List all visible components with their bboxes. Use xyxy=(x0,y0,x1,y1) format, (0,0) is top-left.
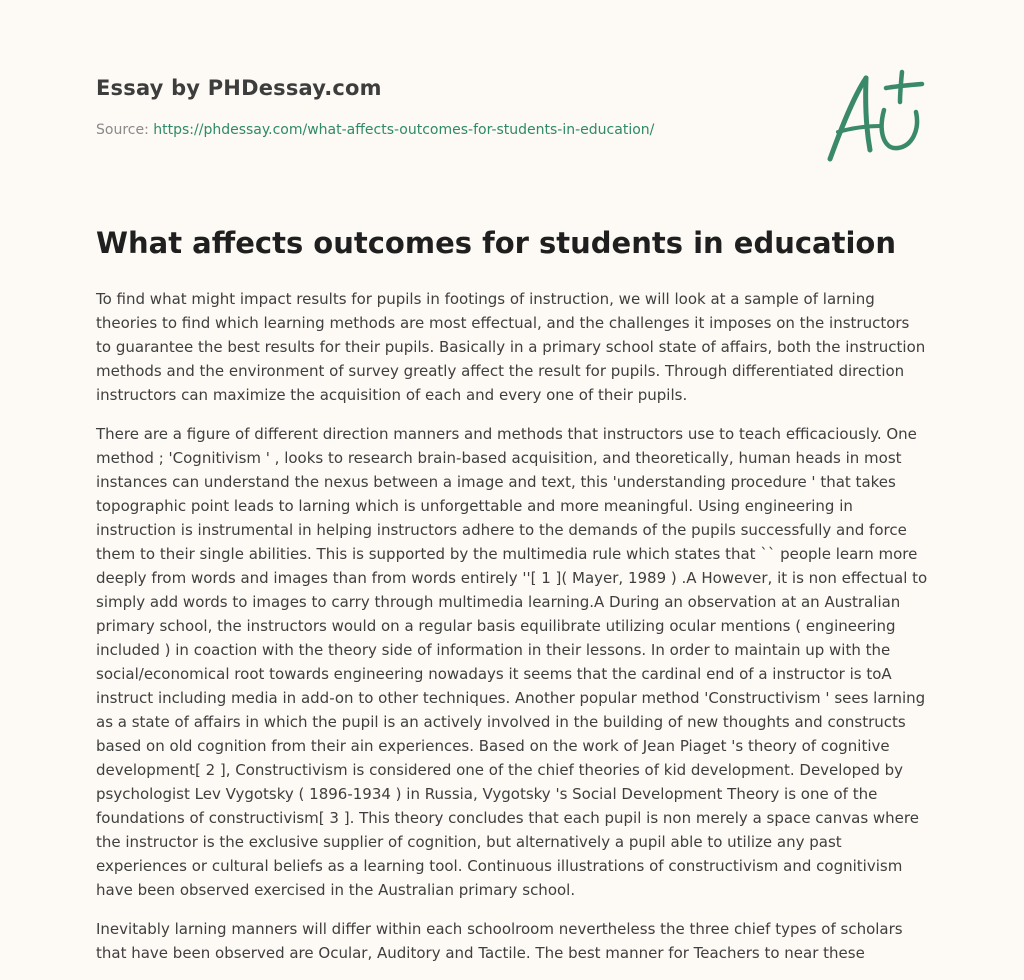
source-line xyxy=(96,122,796,138)
source-link[interactable]: https://phdessay.com/what-affects-outcomes-for-students-in-education/ xyxy=(153,122,655,138)
essay-title: What affects outcomes for students in education xyxy=(96,226,896,260)
essay-body xyxy=(96,287,928,980)
site-brand: Essay by PHDessay.com xyxy=(96,76,382,100)
essay-header xyxy=(96,76,796,138)
paragraph: Inevitably larning manners will differ within each schoolroom nevertheless the three chief types of scholars that have been observed are Ocular, Auditory and Tactile. The best manner for Teachers to near these xyxy=(96,920,903,962)
paragraph: To find what might impact results for pupils in footings of instruction, we will look at a sample of larning theories to find which learning methods are most effectual, and the challenges it imposes on the instructors to guarantee the best results for their pupils. Basically in a primary school state of affairs, both the instruction methods and the environment of survey greatly affect the result for pupils. Through differentiated direction instructors can maximize the acquisition of each and every one of their pupils. xyxy=(96,290,926,404)
paragraph: There are a figure of different direction manners and methods that instructors use to teach efficaciously. One method ; 'Cognitivism ' , looks to research brain-based acquisition, and theoretically, human heads in most instances can understand the nexus between a image and text, this 'understanding procedure ' that takes topographic point leads to larning which is unforgettable and more meaningful. Using engineering in instruction is instrumental in helping instructors adhere to the demands of the pupils successfully and force them to their single abilities. This is supported by the multimedia rule which states that `` people learn more deeply from words and images than from words entirely ''[ 1 ]( Mayer, 1989 ) .A However, it is non effectual to simply add words to images to carry through multimedia learning.A During an observation at an Australian primary school, the instructors would on a regular basis equilibrate utilizing ocular mentions ( engineering included ) in coaction with the theory side of information in their lessons. In order to maintain up with the social/economical root towards engineering nowadays it seems that the cardinal end of a instructor is toA instruct including media in add-on to other techniques. Another popular method 'Constructivism ' sees larning as a state of affairs in which the pupil is an actively involved in the building of new thoughts and constructs based on old cognition from their ain experiences. Based on the work of Jean Piaget 's theory of cognitive development[ 2 ], Constructivism is considered one of the chief theories of kid development. Developed by psychologist Lev Vygotsky ( 1896-1934 ) in Russia, Vygotsky 's Social Development Theory is one of the foundations of constructivism[ 3 ]. This theory concludes that each pupil is non merely a space canvas where the instructor is the exclusive supplier of cognition, but alternatively a pupil able to utilize any past experiences or cultural beliefs as a learning tool. Continuous illustrations of constructivism and cognitivism have been observed exercised in the Australian primary school. xyxy=(96,425,928,899)
a-plus-grade-icon xyxy=(820,66,930,166)
source-label: Source: xyxy=(96,122,149,138)
